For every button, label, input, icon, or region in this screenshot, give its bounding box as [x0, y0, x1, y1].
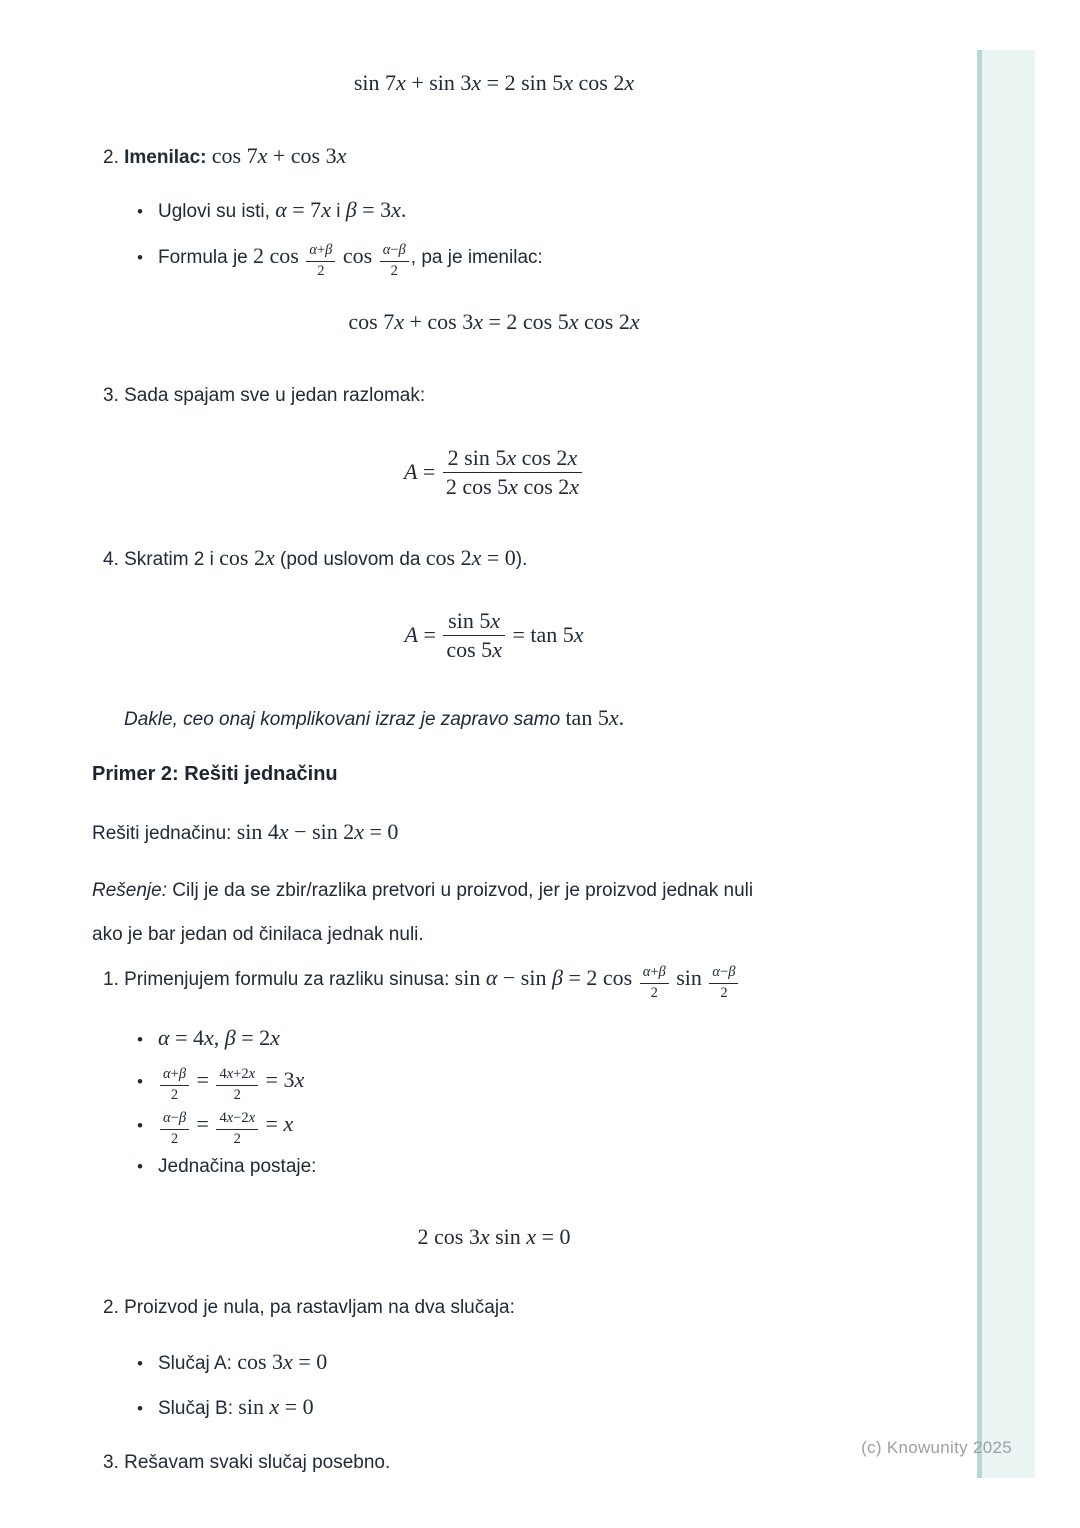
- math-text: A: [403, 459, 418, 484]
- math-text: cos 3: [237, 1349, 284, 1374]
- math-text: x: [567, 445, 578, 470]
- math-text: 2: [170, 1130, 179, 1147]
- math-text: β: [224, 1025, 236, 1050]
- bullet-marker: •: [137, 1399, 143, 1418]
- math-text: x: [526, 1224, 537, 1249]
- bullet-marker: •: [137, 1354, 143, 1373]
- math-text: α: [163, 1066, 171, 1083]
- math-text: x: [508, 473, 518, 499]
- math-text: sin: [670, 965, 708, 990]
- math-text: x: [203, 1025, 214, 1050]
- math-text: − sin 2: [288, 819, 355, 844]
- math-text: =: [260, 1111, 284, 1136]
- bullet-marker: •: [137, 202, 143, 221]
- math-text: cos 2: [573, 70, 625, 95]
- paragraph: [103, 1448, 390, 1478]
- math-text: .: [400, 197, 407, 222]
- math-text: x: [226, 1110, 234, 1127]
- math-text: = 3: [356, 197, 392, 222]
- fraction: [216, 1110, 258, 1147]
- math-text: = 0: [481, 545, 516, 570]
- math-text: α: [712, 964, 721, 981]
- math-text: 2 cos 5: [445, 473, 509, 499]
- math-text: x: [283, 1349, 293, 1374]
- bullet-item: [137, 1392, 314, 1424]
- math-text: x: [354, 819, 365, 844]
- math-text: x: [269, 1394, 280, 1419]
- math-text: +2: [233, 1066, 249, 1083]
- paragraph: [92, 817, 398, 849]
- heading: [92, 759, 338, 789]
- fraction: [160, 1066, 189, 1103]
- math-text: x: [248, 1066, 256, 1083]
- math-text: cos 2: [578, 309, 630, 334]
- math-text: sin: [454, 965, 486, 990]
- text: 1. Primenjujem formulu za razliku sinusa:: [103, 969, 455, 990]
- math-text: cos 7: [211, 143, 258, 168]
- math-text: β: [398, 242, 406, 259]
- math-text: x: [473, 309, 483, 334]
- math-text: β: [325, 242, 333, 259]
- paragraph: [103, 141, 346, 173]
- text: Uglovi su isti,: [158, 201, 276, 222]
- text: 2. Proizvod je nula, pa rastavljam na dva slučaja:: [103, 1297, 515, 1318]
- display-formula: [91, 1222, 897, 1254]
- math-text: α: [275, 197, 287, 222]
- math-text: β: [178, 1110, 187, 1127]
- display-formula: [91, 68, 897, 100]
- math-text: = 4: [169, 1025, 204, 1050]
- math-text: β: [178, 1066, 187, 1083]
- math-text: = 2 cos 5: [483, 309, 569, 334]
- bullet-item: [137, 1347, 327, 1379]
- math-text: x: [294, 1067, 305, 1092]
- math-text: cos 2: [425, 545, 472, 570]
- math-text: x: [270, 1025, 280, 1050]
- math-text: 2 cos: [253, 243, 305, 268]
- math-text: cos 5: [446, 636, 493, 662]
- math-text: x: [248, 1110, 256, 1127]
- math-text: cos 2: [517, 473, 570, 499]
- bullet-marker: •: [137, 1116, 143, 1135]
- text: Slučaj B:: [158, 1398, 239, 1419]
- math-text: 2: [233, 1130, 241, 1147]
- math-text: −: [390, 242, 399, 259]
- text: 3. Sada spajam sve u jedan razlomak:: [103, 385, 426, 406]
- math-text: cos 7: [348, 309, 395, 334]
- math-text: x: [278, 819, 289, 844]
- text: (pod uslovom da: [274, 549, 426, 570]
- math-text: = 0: [364, 819, 399, 844]
- math-text: x: [396, 70, 406, 95]
- math-text: 2: [650, 984, 658, 1001]
- math-text: = 2: [235, 1025, 271, 1050]
- math-text: α: [309, 242, 317, 259]
- text: 4. Skratim 2 i: [103, 549, 220, 570]
- paragraph: [103, 963, 740, 1002]
- paragraph: [92, 920, 424, 950]
- math-text: x: [471, 545, 482, 570]
- math-text: .: [618, 705, 625, 730]
- math-text: = 3: [260, 1067, 295, 1092]
- display-formula: [91, 608, 897, 663]
- math-text: = tan 5: [506, 622, 574, 647]
- text: ).: [515, 549, 528, 570]
- text: 3. Rešavam svaki slučaj posebno.: [103, 1452, 391, 1473]
- text: Jednačina postaje:: [158, 1156, 317, 1177]
- math-text: 2: [170, 1086, 179, 1103]
- page-edge-accent-stripe: [977, 50, 1035, 1478]
- math-text: +: [316, 242, 326, 259]
- math-text: =: [191, 1111, 215, 1136]
- math-text: x: [283, 1111, 294, 1136]
- math-text: sin 4: [236, 819, 279, 844]
- math-text: =: [417, 622, 442, 647]
- math-text: − sin: [497, 965, 552, 990]
- math-text: x: [391, 197, 401, 222]
- text: Dakle, ceo onaj komplikovani izraz je zapravo samo: [124, 709, 566, 730]
- math-text: = 2 sin 5: [481, 70, 564, 95]
- text: Primer 2: Rešiti jednačinu: [92, 763, 338, 785]
- paragraph: [103, 1293, 515, 1323]
- math-text: x: [336, 143, 347, 168]
- bullet-item: [137, 1152, 316, 1182]
- fraction: [160, 1110, 189, 1147]
- math-text: cos 2: [219, 545, 265, 570]
- math-text: x: [573, 622, 584, 647]
- math-text: x: [394, 309, 404, 334]
- math-text: tan 5: [565, 705, 609, 730]
- fraction: [443, 445, 582, 500]
- math-text: x: [492, 636, 502, 662]
- math-text: x: [629, 309, 640, 334]
- paragraph: [124, 703, 624, 735]
- math-text: −2: [233, 1110, 249, 1127]
- math-text: = 7: [286, 197, 322, 222]
- text: Rešenje:: [92, 880, 173, 901]
- math-text: x: [563, 70, 574, 95]
- text: ako je bar jedan od činilaca jednak nuli.: [92, 924, 424, 945]
- math-text: α: [642, 964, 651, 981]
- math-text: x: [226, 1066, 234, 1083]
- text: Rešiti jednačinu:: [92, 823, 237, 844]
- math-text: 4: [219, 1066, 227, 1083]
- math-text: x: [569, 473, 580, 499]
- bullet-item: [137, 195, 406, 227]
- math-text: = 2 cos: [562, 965, 638, 990]
- text: Imenilac:: [124, 147, 212, 168]
- math-text: β: [551, 965, 563, 990]
- bullet-marker: •: [137, 1030, 143, 1049]
- math-text: A: [404, 622, 418, 647]
- math-text: ,: [213, 1025, 225, 1050]
- fraction: [709, 964, 738, 1001]
- watermark: (c) Knowunity 2025: [861, 1438, 1012, 1457]
- bullet-marker: •: [137, 248, 143, 267]
- math-text: =: [417, 459, 441, 484]
- fraction: [443, 608, 505, 663]
- paragraph: [103, 381, 425, 411]
- math-text: x: [264, 545, 275, 570]
- math-text: x: [490, 608, 501, 633]
- math-text: = 0: [292, 1349, 328, 1374]
- bullet-item: [137, 1109, 293, 1148]
- math-text: 2: [317, 262, 325, 279]
- math-text: 2 sin 5: [447, 445, 507, 470]
- math-text: α: [382, 242, 391, 259]
- bullet-item: [137, 241, 543, 280]
- math-text: + sin 3: [405, 70, 472, 95]
- math-text: x: [568, 309, 579, 334]
- math-text: cos 2: [516, 445, 568, 470]
- paragraph: [103, 543, 527, 575]
- math-text: + cos 3: [404, 309, 474, 334]
- text: Slučaj A:: [158, 1353, 238, 1374]
- math-text: −: [720, 964, 729, 981]
- math-text: x: [479, 1224, 490, 1249]
- text: Cilj je da se zbir/razlika pretvori u proizvod, jer je proizvod jednak nuli: [172, 880, 754, 901]
- math-text: −: [170, 1110, 179, 1127]
- math-text: 2: [390, 262, 398, 279]
- text: , pa je imenilac:: [410, 247, 543, 268]
- math-text: 2 cos 3: [417, 1224, 480, 1249]
- bullet-marker: •: [137, 1157, 143, 1176]
- math-text: 4: [219, 1110, 227, 1127]
- math-text: = 0: [536, 1224, 571, 1249]
- math-text: 2: [233, 1086, 241, 1103]
- math-text: +: [650, 964, 659, 981]
- display-formula: [91, 307, 897, 339]
- math-text: sin: [238, 1394, 270, 1419]
- math-text: sin 5: [448, 608, 491, 633]
- math-text: x: [506, 445, 517, 470]
- math-text: x: [624, 70, 635, 95]
- math-text: +: [170, 1066, 179, 1083]
- math-text: 2: [720, 984, 728, 1001]
- display-formula: [91, 445, 897, 500]
- math-text: α: [163, 1110, 171, 1127]
- paragraph: [92, 876, 753, 906]
- math-text: cos: [337, 243, 378, 268]
- fraction: [306, 242, 335, 279]
- fraction: [380, 242, 409, 279]
- math-text: + cos 3: [267, 143, 337, 168]
- text: i: [330, 201, 346, 222]
- math-text: sin: [489, 1224, 527, 1249]
- text: 2.: [103, 147, 125, 168]
- fraction: [640, 964, 669, 1001]
- math-text: sin 7: [353, 70, 397, 95]
- math-text: =: [191, 1067, 215, 1092]
- bullet-item: [137, 1023, 280, 1055]
- math-text: x: [321, 197, 331, 222]
- math-text: β: [345, 197, 357, 222]
- math-text: α: [485, 965, 498, 990]
- math-text: β: [728, 964, 736, 981]
- math-text: x: [257, 143, 268, 168]
- bullet-item: [137, 1065, 304, 1104]
- math-text: x: [608, 705, 619, 730]
- math-text: α: [158, 1025, 170, 1050]
- bullet-marker: •: [137, 1072, 143, 1091]
- text: Formula je: [158, 247, 254, 268]
- fraction: [216, 1066, 258, 1103]
- math-text: = 0: [279, 1394, 314, 1419]
- math-text: x: [471, 70, 482, 95]
- math-text: β: [658, 964, 666, 981]
